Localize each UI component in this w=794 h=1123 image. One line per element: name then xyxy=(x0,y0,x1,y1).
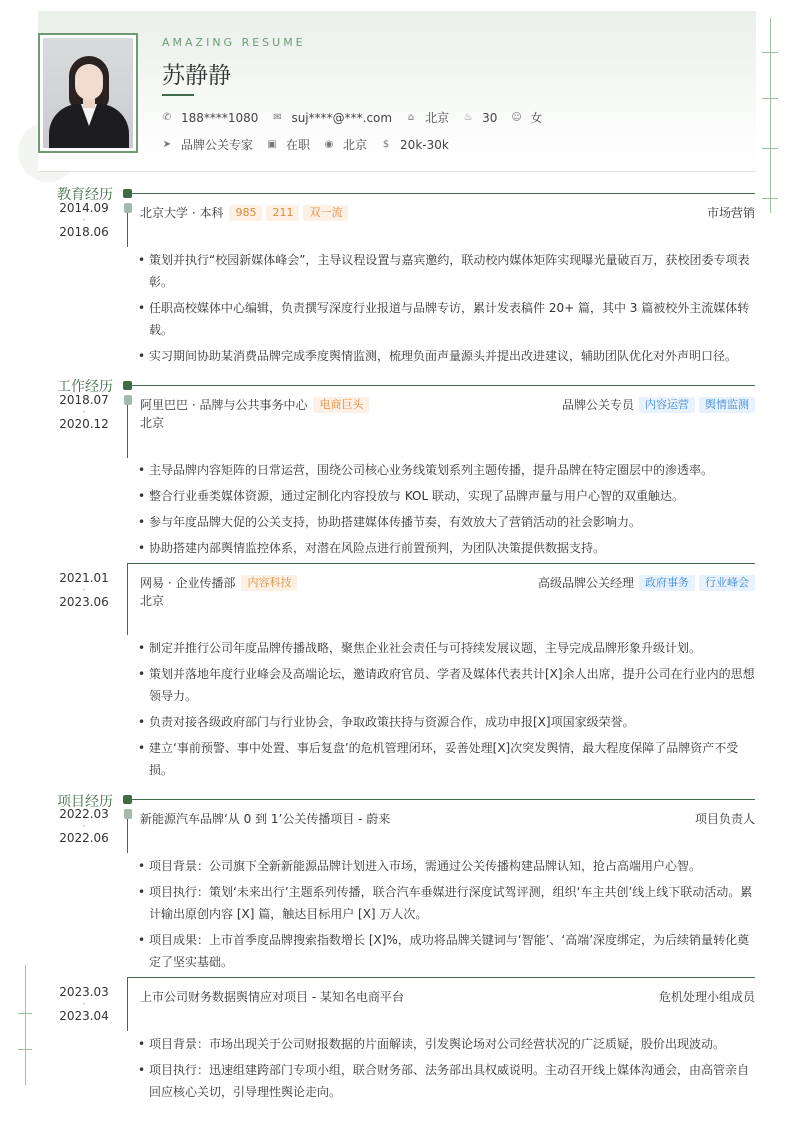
list-item: • 协助搭建内部舆情监控体系，对潜在风险点进行前置预判，为团队决策提供数据支持。 xyxy=(136,537,756,559)
location-icon: ◉ xyxy=(324,138,334,150)
list-item: • 策划并落地年度行业峰会及高端论坛，邀请政府官员、学者及媒体代表共计[X]余人出席，提升公司在行业内的思想领导力。 xyxy=(136,663,756,707)
date-end: 2020.12 xyxy=(59,417,109,431)
role-title: 高级品牌公关经理 xyxy=(537,576,634,590)
entry-divider xyxy=(128,977,755,978)
edu-major: 市场营销 xyxy=(706,206,755,220)
salary-item xyxy=(381,138,449,152)
entry-marker xyxy=(124,203,132,213)
target-city-item xyxy=(324,136,367,153)
company-name: 网易 · 企业传播部 xyxy=(140,576,236,590)
date-start: 2021.01 xyxy=(59,571,109,585)
date-start: 2014.09 xyxy=(59,201,109,215)
phone-icon: ✆ xyxy=(162,111,172,123)
project-date: 2023.03 - 2023.04 xyxy=(59,985,109,1023)
decor-tick xyxy=(762,198,778,199)
role-tag: 内容运营 xyxy=(639,397,695,413)
section-divider xyxy=(128,799,755,800)
school-name: 北京大学 · 本科 xyxy=(140,206,224,220)
job-intent-row xyxy=(162,136,463,153)
work-company xyxy=(140,396,369,413)
briefcase-icon: ▣ xyxy=(267,138,277,150)
decor-line-right xyxy=(770,18,771,213)
work-date: 2018.07 - 2020.12 xyxy=(59,393,109,431)
age-item xyxy=(463,111,497,125)
school-tag: 双一流 xyxy=(303,205,348,221)
entry-timeline xyxy=(127,563,128,635)
status-item xyxy=(267,136,310,153)
section-title-projects: 项目经历 xyxy=(57,794,113,810)
salary-text: 20k-30k xyxy=(400,137,449,152)
entry-timeline xyxy=(127,819,128,853)
entry-timeline xyxy=(127,405,128,458)
target-position-item xyxy=(162,136,253,153)
company-tag: 电商巨头 xyxy=(313,397,369,413)
decor-tick xyxy=(762,52,778,53)
name-underline xyxy=(162,94,194,96)
contact-row xyxy=(162,109,556,126)
resume-header xyxy=(38,11,756,172)
money-icon: $ xyxy=(382,138,390,150)
list-item: • 主导品牌内容矩阵的日常运营，围绕公司核心业务线策划系列主题传播，提升品牌在特定圈层中的渗透率。 xyxy=(136,459,756,481)
project-name: 新能源汽车品牌‘从 0 到 1’公关传播项目 - 蔚来 xyxy=(140,812,391,826)
candidate-name: 苏静静 xyxy=(162,63,231,89)
phone-item xyxy=(162,111,258,125)
entry-divider xyxy=(128,563,755,564)
date-end: 2022.06 xyxy=(59,831,109,845)
project-bullets xyxy=(136,855,756,977)
list-item: • 实习期间协助某消费品牌完成季度舆情监测，梳理负面声量源头并提出改进建议，辅助团队优化对外声明口径。 xyxy=(136,345,756,367)
email-text: suj****@***.com xyxy=(291,110,393,125)
date-end: 2023.06 xyxy=(59,595,109,609)
list-item: • 项目执行：策划‘未来出行’主题系列传播，联合汽车垂媒进行深度试驾评测，组织‘车主共创’线上线下联动活动。累计输出原创内容 [X] 篇，触达目标用户 [X] 万人次。 xyxy=(136,881,756,925)
work-bullets xyxy=(136,459,756,563)
date-end: 2018.06 xyxy=(59,225,109,239)
profile-photo xyxy=(43,38,133,148)
cake-icon: ♨ xyxy=(463,111,473,123)
list-item: • 项目背景：公司旗下全新新能源品牌计划进入市场，需通过公关传播构建品牌认知，抢占高端用户心智。 xyxy=(136,855,756,877)
project-role: 危机处理小组成员 xyxy=(658,990,755,1004)
list-item: • 整合行业垂类媒体资源，通过定制化内容投放与 KOL 联动，实现了品牌声量与用户心智的双重触达。 xyxy=(136,485,756,507)
entry-timeline xyxy=(127,213,128,247)
decor-tick xyxy=(18,1049,32,1050)
gender-item xyxy=(511,109,542,126)
work-role xyxy=(562,396,755,413)
edu-school xyxy=(140,204,348,221)
school-tag: 211 xyxy=(266,205,299,221)
date-start: 2018.07 xyxy=(59,393,109,407)
date-start: 2023.03 xyxy=(59,985,109,999)
resume-eyebrow: AMAZING RESUME xyxy=(162,36,306,49)
project-role: 项目负责人 xyxy=(694,812,755,826)
target-position-text: 品牌公关专家 xyxy=(181,138,254,152)
list-item: • 任职高校媒体中心编辑，负责撰写深度行业报道与品牌专访，累计发表稿件 20+ 篇，其中 3 篇被校外主流媒体转载。 xyxy=(136,297,756,341)
project-bullets xyxy=(136,1033,756,1107)
list-item: • 项目背景：市场出现关于公司财报数据的片面解读，引发舆论场对公司经营状况的广泛质疑，股价出现波动。 xyxy=(136,1033,756,1055)
work-bullets xyxy=(136,637,756,785)
work-company xyxy=(140,574,297,591)
decor-line-left xyxy=(25,965,26,1085)
email-item xyxy=(272,111,392,125)
list-item: • 参与年度品牌大促的公关支持，协助搭建媒体传播节奏，有效放大了营销活动的社会影响力。 xyxy=(136,511,756,533)
target-city-text: 北京 xyxy=(343,138,368,152)
hometown-item xyxy=(406,109,449,126)
date-end: 2023.04 xyxy=(59,1009,109,1023)
company-tag: 内容科技 xyxy=(241,575,297,591)
status-text: 在职 xyxy=(286,138,311,152)
section-title-education: 教育经历 xyxy=(57,187,113,203)
list-item: • 负责对接各级政府部门与行业协会，争取政策扶持与资源合作，成功申报[X]项国家级荣誉。 xyxy=(136,711,756,733)
list-item: • 建立‘事前预警、事中处置、事后复盘’的危机管理闭环，妥善处理[X]次突发舆情，最大程度保障了品牌资产不受损。 xyxy=(136,737,756,781)
profile-photo-frame xyxy=(38,33,138,153)
role-tag: 政府事务 xyxy=(639,575,695,591)
work-role xyxy=(538,574,755,591)
work-city: 北京 xyxy=(140,594,165,608)
section-divider xyxy=(128,385,755,386)
age-text: 30 xyxy=(482,110,498,125)
edu-bullets xyxy=(136,249,756,371)
send-icon: ➤ xyxy=(162,138,172,150)
mail-icon: ✉ xyxy=(273,111,282,123)
list-item: • 项目成果：上市首季度品牌搜索指数增长 [X]%，成功将品牌关键词与‘智能’、‘高端’深度绑定，为后续销量转化奠定了坚实基础。 xyxy=(136,929,756,973)
role-title: 品牌公关专员 xyxy=(561,398,634,412)
role-tag: 舆情监测 xyxy=(699,397,755,413)
phone-text: 188****1080 xyxy=(181,110,259,125)
edu-date: 2014.09 - 2018.06 xyxy=(59,201,109,239)
gender-icon: ☺ xyxy=(511,111,522,123)
role-tag: 行业峰会 xyxy=(699,575,755,591)
list-item: • 策划并执行“校园新媒体峰会”，主导议程设置与嘉宾邀约，联动校内媒体矩阵实现曝光量破百万，获校团委专项表彰。 xyxy=(136,249,756,293)
decor-tick xyxy=(18,1013,32,1014)
entry-marker xyxy=(124,395,132,405)
entry-timeline xyxy=(127,977,128,1031)
project-name: 上市公司财务数据舆情应对项目 - 某知名电商平台 xyxy=(140,990,404,1004)
date-start: 2022.03 xyxy=(59,807,109,821)
section-title-work: 工作经历 xyxy=(57,379,113,395)
company-name: 阿里巴巴 · 品牌与公共事务中心 xyxy=(140,398,308,412)
section-divider xyxy=(128,193,755,194)
home-icon: ⌂ xyxy=(407,111,415,123)
gender-text: 女 xyxy=(530,111,543,125)
list-item: • 项目执行：迅速组建跨部门专项小组，联合财务部、法务部出具权威说明。主动召开线上媒体沟通会，由高管亲自回应核心关切，引导理性舆论走向。 xyxy=(136,1059,756,1103)
work-city: 北京 xyxy=(140,416,165,430)
hometown-text: 北京 xyxy=(425,111,450,125)
project-date: 2022.03 - 2022.06 xyxy=(59,807,109,845)
entry-marker xyxy=(124,809,132,819)
school-tag: 985 xyxy=(229,205,262,221)
list-item: • 制定并推行公司年度品牌传播战略，聚焦企业社会责任与可持续发展议题，主导完成品牌形象升级计划。 xyxy=(136,637,756,659)
work-date: 2021.01 - 2023.06 xyxy=(59,571,109,609)
decor-tick xyxy=(762,148,778,149)
decor-tick xyxy=(762,98,778,99)
